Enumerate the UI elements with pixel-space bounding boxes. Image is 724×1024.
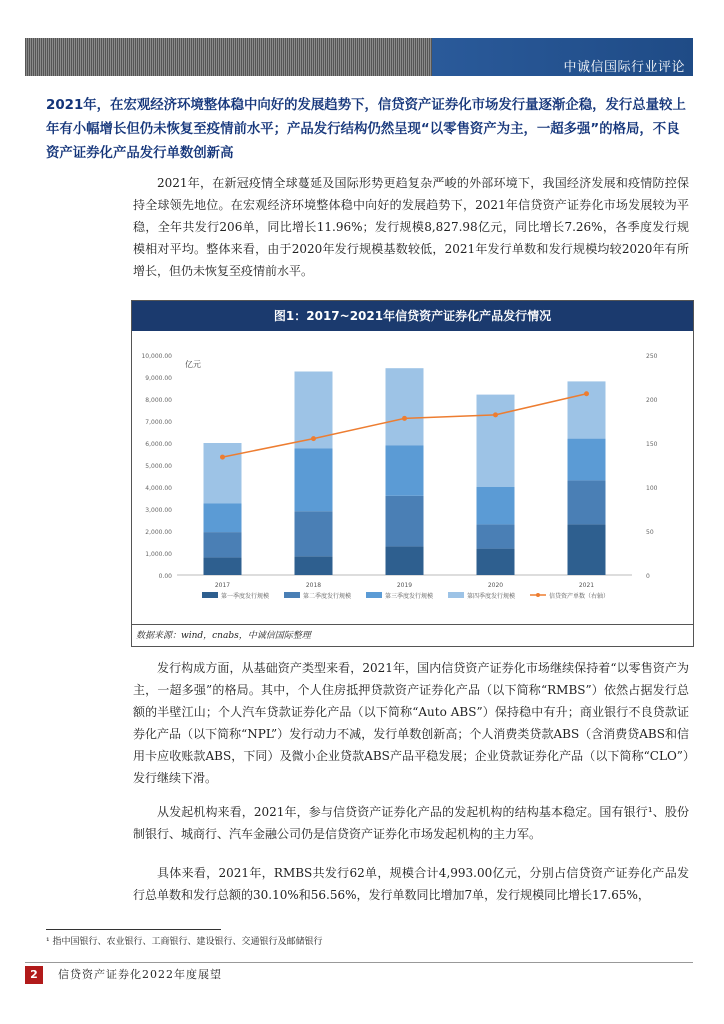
line-point xyxy=(220,455,225,460)
bar-segment xyxy=(568,439,606,481)
legend-swatch xyxy=(284,592,300,598)
x-tick-label: 2020 xyxy=(487,582,504,589)
y-tick-label: 9,000.00 xyxy=(145,375,172,382)
line-point xyxy=(311,436,316,441)
x-tick-label: 2019 xyxy=(396,582,413,589)
y-tick-label: 6,000.00 xyxy=(145,441,172,448)
bar-segment xyxy=(477,487,515,524)
y-tick-label: 2,000.00 xyxy=(145,529,172,536)
legend-label: 信贷资产单数（右轴） xyxy=(549,593,610,600)
paragraph-1: 2021年，在新冠疫情全球蔓延及国际形势更趋复杂严峻的外部环境下，我国经济发展和疫情防控保持全球领先地位。在宏观经济环境整体稳中向好的发展趋势下，2021年信贷资产证券化市场发展较为平稳，全年共发行206单，同比增长11.96%；发行规模8,827.98亿元，同比增长7.26%，各季度发行规模相对平均。整体来看，由于2020年发行规模基数较低，2021年发行单数和发行规模均较2020年有所增长，但仍未恢复至疫情前水平。 xyxy=(133,176,689,278)
paragraph-2: 发行构成方面，从基础资产类型来看，2021年，国内信贷资产证券化市场继续保持着“以零售资产为主，一超多强”的格局。其中，个人住房抵押贷款资产证券化产品（以下简称“RMBS”）依然占据发行总额的半壁江山；个人汽车贷款证券化产品（以下简称“Auto ABS”）保持稳中有升；商业银行不良贷款证券化产品（以下简称“NPL”）发行动力不减，发行单数创新高；个人消费类贷款ABS（含消费贷ABS和信用卡应收账款ABS，下同）及微小企业贷款ABS产品平稳发展；企业贷款证券化产品（以下简称“CLO”）发行继续下滑。 xyxy=(133,661,689,785)
bar-segment xyxy=(568,524,606,575)
figure-title: 图1：2017~2021年信贷资产证券化产品发行情况 xyxy=(132,301,693,331)
y-tick-label: 4,000.00 xyxy=(145,485,172,492)
line-point xyxy=(584,391,589,396)
y2-tick-label: 50 xyxy=(646,529,654,536)
bar-segment xyxy=(477,549,515,575)
y2-tick-label: 100 xyxy=(646,485,658,492)
bar-segment xyxy=(477,524,515,548)
header-title: 中诚信国际行业评论 xyxy=(563,60,685,75)
y-tick-label: 3,000.00 xyxy=(145,507,172,514)
header-banner xyxy=(432,38,693,76)
legend-swatch xyxy=(202,592,218,598)
bar-segment xyxy=(568,381,606,438)
bar-segment xyxy=(386,496,424,547)
footnote: ¹ 指中国银行、农业银行、工商银行、建设银行、交通银行及邮储银行 xyxy=(46,937,323,947)
bar-segment xyxy=(477,395,515,487)
legend-swatch-point xyxy=(536,593,540,597)
legend-swatch xyxy=(448,592,464,598)
bar-segment xyxy=(295,511,333,556)
bar-segment xyxy=(204,504,242,533)
legend-swatch xyxy=(366,592,382,598)
y-axis-label: 亿元 xyxy=(185,360,201,369)
bar-segment xyxy=(295,556,333,575)
line-point xyxy=(493,412,498,417)
legend-label: 第四季度发行规模 xyxy=(467,593,516,600)
y-tick-label: 8,000.00 xyxy=(145,397,172,404)
y-tick-label: 7,000.00 xyxy=(145,419,172,426)
bar-segment xyxy=(204,557,242,575)
footnote-rule xyxy=(46,929,221,930)
bar-segment xyxy=(204,532,242,557)
y-tick-label: 5,000.00 xyxy=(145,463,172,470)
bar-segment xyxy=(295,449,333,512)
bar-segment xyxy=(386,445,424,496)
paragraph-3: 从发起机构来看，2021年，参与信贷资产证券化产品的发起机构的结构基本稳定。国有银行¹、股份制银行、城商行、汽车金融公司仍是信贷资产证券化市场发起机构的主力军。 xyxy=(133,805,689,841)
bar-segment xyxy=(204,443,242,504)
y-tick-label: 1,000.00 xyxy=(145,551,172,558)
y2-tick-label: 150 xyxy=(646,441,658,448)
y-tick-label: 0.00 xyxy=(158,573,172,580)
legend-label: 第一季度发行规模 xyxy=(221,593,270,600)
bar-segment xyxy=(568,480,606,524)
figure-source: 数据来源：wind，cnabs，中诚信国际整理 xyxy=(132,624,693,646)
legend-label: 第三季度发行规模 xyxy=(385,593,434,600)
bar-segment xyxy=(386,368,424,445)
x-tick-label: 2021 xyxy=(578,582,595,589)
line-point xyxy=(402,416,407,421)
paragraph-4: 具体来看，2021年，RMBS共发行62单，规模合计4,993.00亿元，分别占信贷资产证券化产品发行总单数和发行总额的30.10%和56.56%，发行单数同比增加7单，发行规模同比增长17.65%， xyxy=(133,866,689,902)
page-number: 2 xyxy=(25,966,43,984)
y2-tick-label: 200 xyxy=(646,397,658,404)
y2-tick-label: 250 xyxy=(646,353,658,360)
y2-tick-label: 0 xyxy=(646,573,650,580)
x-tick-label: 2018 xyxy=(305,582,322,589)
bar-line-chart xyxy=(132,331,691,621)
footer-rule xyxy=(25,962,693,963)
x-tick-label: 2017 xyxy=(214,582,231,589)
figure-1 xyxy=(131,300,694,647)
y-tick-label: 10,000.00 xyxy=(141,353,172,360)
bar-segment xyxy=(386,546,424,575)
footer-title: 信贷资产证券化2022年度展望 xyxy=(58,968,222,981)
legend-label: 第二季度发行规模 xyxy=(303,593,352,600)
section-headline: 2021年，在宏观经济环境整体稳中向好的发展趋势下，信贷资产证券化市场发行量逐渐企稳，发行总量较上年有小幅增长但仍未恢复至疫情前水平；产品发行结构仍然呈现“以零售资产为主，一超多强”的格局，不良资产证券化产品发行单数创新高 xyxy=(46,98,686,161)
